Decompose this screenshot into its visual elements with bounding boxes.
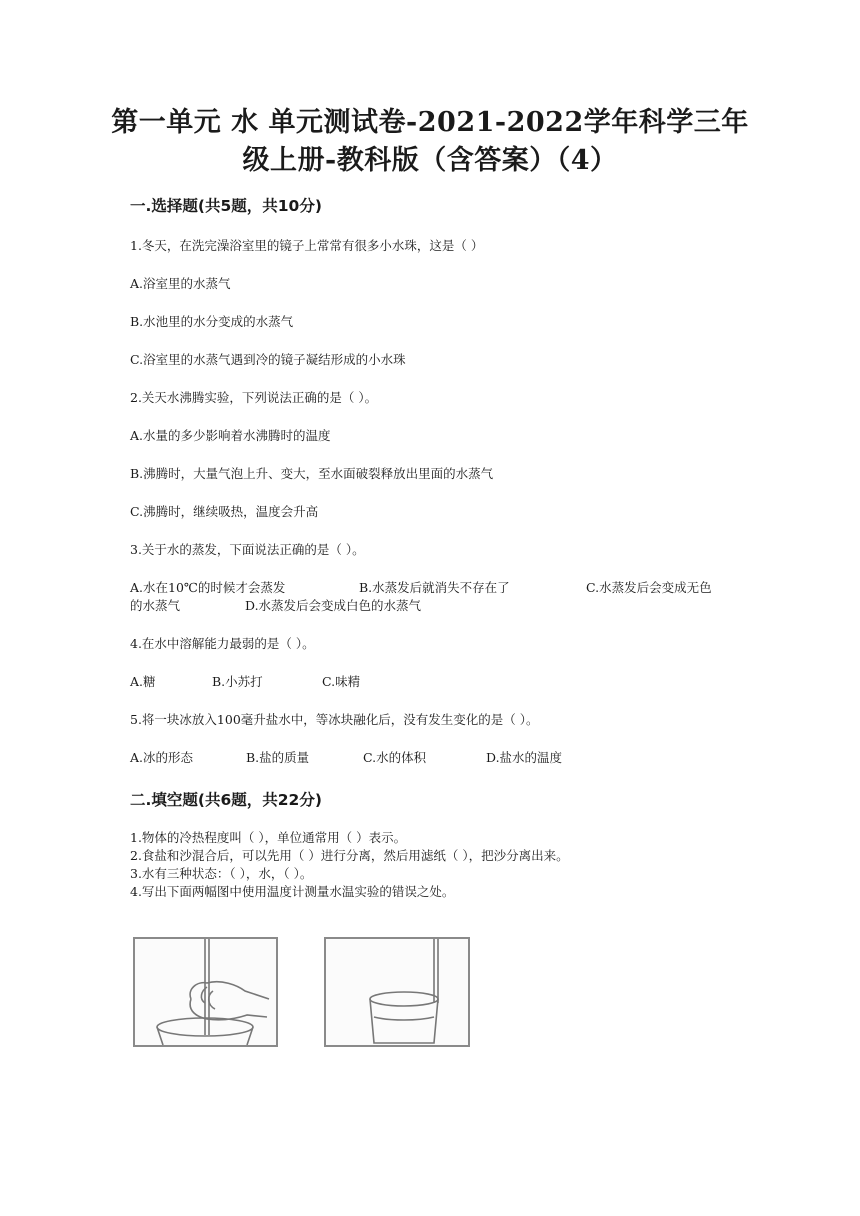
- question-4-option-c: C.味精: [322, 674, 361, 689]
- question-3-option-a: A.水在10℃的时候才会蒸发: [130, 580, 286, 595]
- question-5-option-d: D.盐水的温度: [486, 750, 563, 765]
- question-3-option-b: B.水蒸发后就消失不存在了: [359, 580, 510, 595]
- question-2-stem: 2.关天水沸腾实验，下列说法正确的是（ ）。: [130, 390, 378, 405]
- fill-question-2: 2.食盐和沙混合后，可以先用（ ）进行分离，然后用滤纸（ ），把沙分离出来。: [130, 848, 569, 863]
- question-2-option-c: C.沸腾时，继续吸热，温度会升高: [130, 504, 319, 519]
- question-1-stem: 1.冬天，在洗完澡浴室里的镜子上常常有很多小水珠，这是（ ）: [130, 238, 484, 253]
- question-5-option-c: C.水的体积: [363, 750, 427, 765]
- fill-question-3: 3.水有三种状态：（ ），水，（ ）。: [130, 866, 313, 881]
- section-heading-fill-blank: 二.填空题(共6题，共22分): [130, 791, 322, 809]
- thermometer-held-by-hand-picture: [133, 937, 278, 1047]
- question-1-option-b: B.水池里的水分变成的水蒸气: [130, 314, 294, 329]
- question-2-option-a: A.水量的多少影响着水沸腾时的温度: [130, 428, 331, 443]
- question-3-option-c-continued: 的水蒸气: [130, 598, 181, 613]
- question-5-option-b: B.盐的质量: [246, 750, 310, 765]
- title-line-1: 第一单元 水 单元测试卷-2021-2022学年科学三年: [111, 107, 749, 138]
- section-heading-choice: 一.选择题(共5题，共10分): [130, 197, 322, 215]
- question-2-option-b: B.沸腾时，大量气泡上升、变大，至水面破裂释放出里面的水蒸气: [130, 466, 494, 481]
- fill-question-4: 4.写出下面两幅图中使用温度计测量水温实验的错误之处。: [130, 884, 455, 899]
- title-line-2: 级上册-教科版（含答案）（4）: [242, 145, 618, 176]
- question-1-option-c: C.浴室里的水蒸气遇到冷的镜子凝结形成的小水珠: [130, 352, 406, 367]
- question-4-option-b: B.小苏打: [212, 674, 263, 689]
- thermometer-resting-on-beaker-edge-picture: [324, 937, 470, 1047]
- question-3-stem: 3.关于水的蒸发，下面说法正确的是（ ）。: [130, 542, 365, 557]
- question-3-option-c: C.水蒸发后会变成无色: [586, 580, 712, 595]
- question-5-option-a: A.冰的形态: [130, 750, 194, 765]
- question-1-option-a: A.浴室里的水蒸气: [130, 276, 231, 291]
- question-5-stem: 5.将一块冰放入100毫升盐水中，等冰块融化后，没有发生变化的是（ ）。: [130, 712, 539, 727]
- document-title: [0, 104, 860, 180]
- question-3-option-d: D.水蒸发后会变成白色的水蒸气: [245, 598, 422, 613]
- question-4-stem: 4.在水中溶解能力最弱的是（ ）。: [130, 636, 315, 651]
- fill-question-1: 1.物体的冷热程度叫（ ），单位通常用（ ）表示。: [130, 830, 407, 845]
- question-4-option-a: A.糖: [130, 674, 156, 689]
